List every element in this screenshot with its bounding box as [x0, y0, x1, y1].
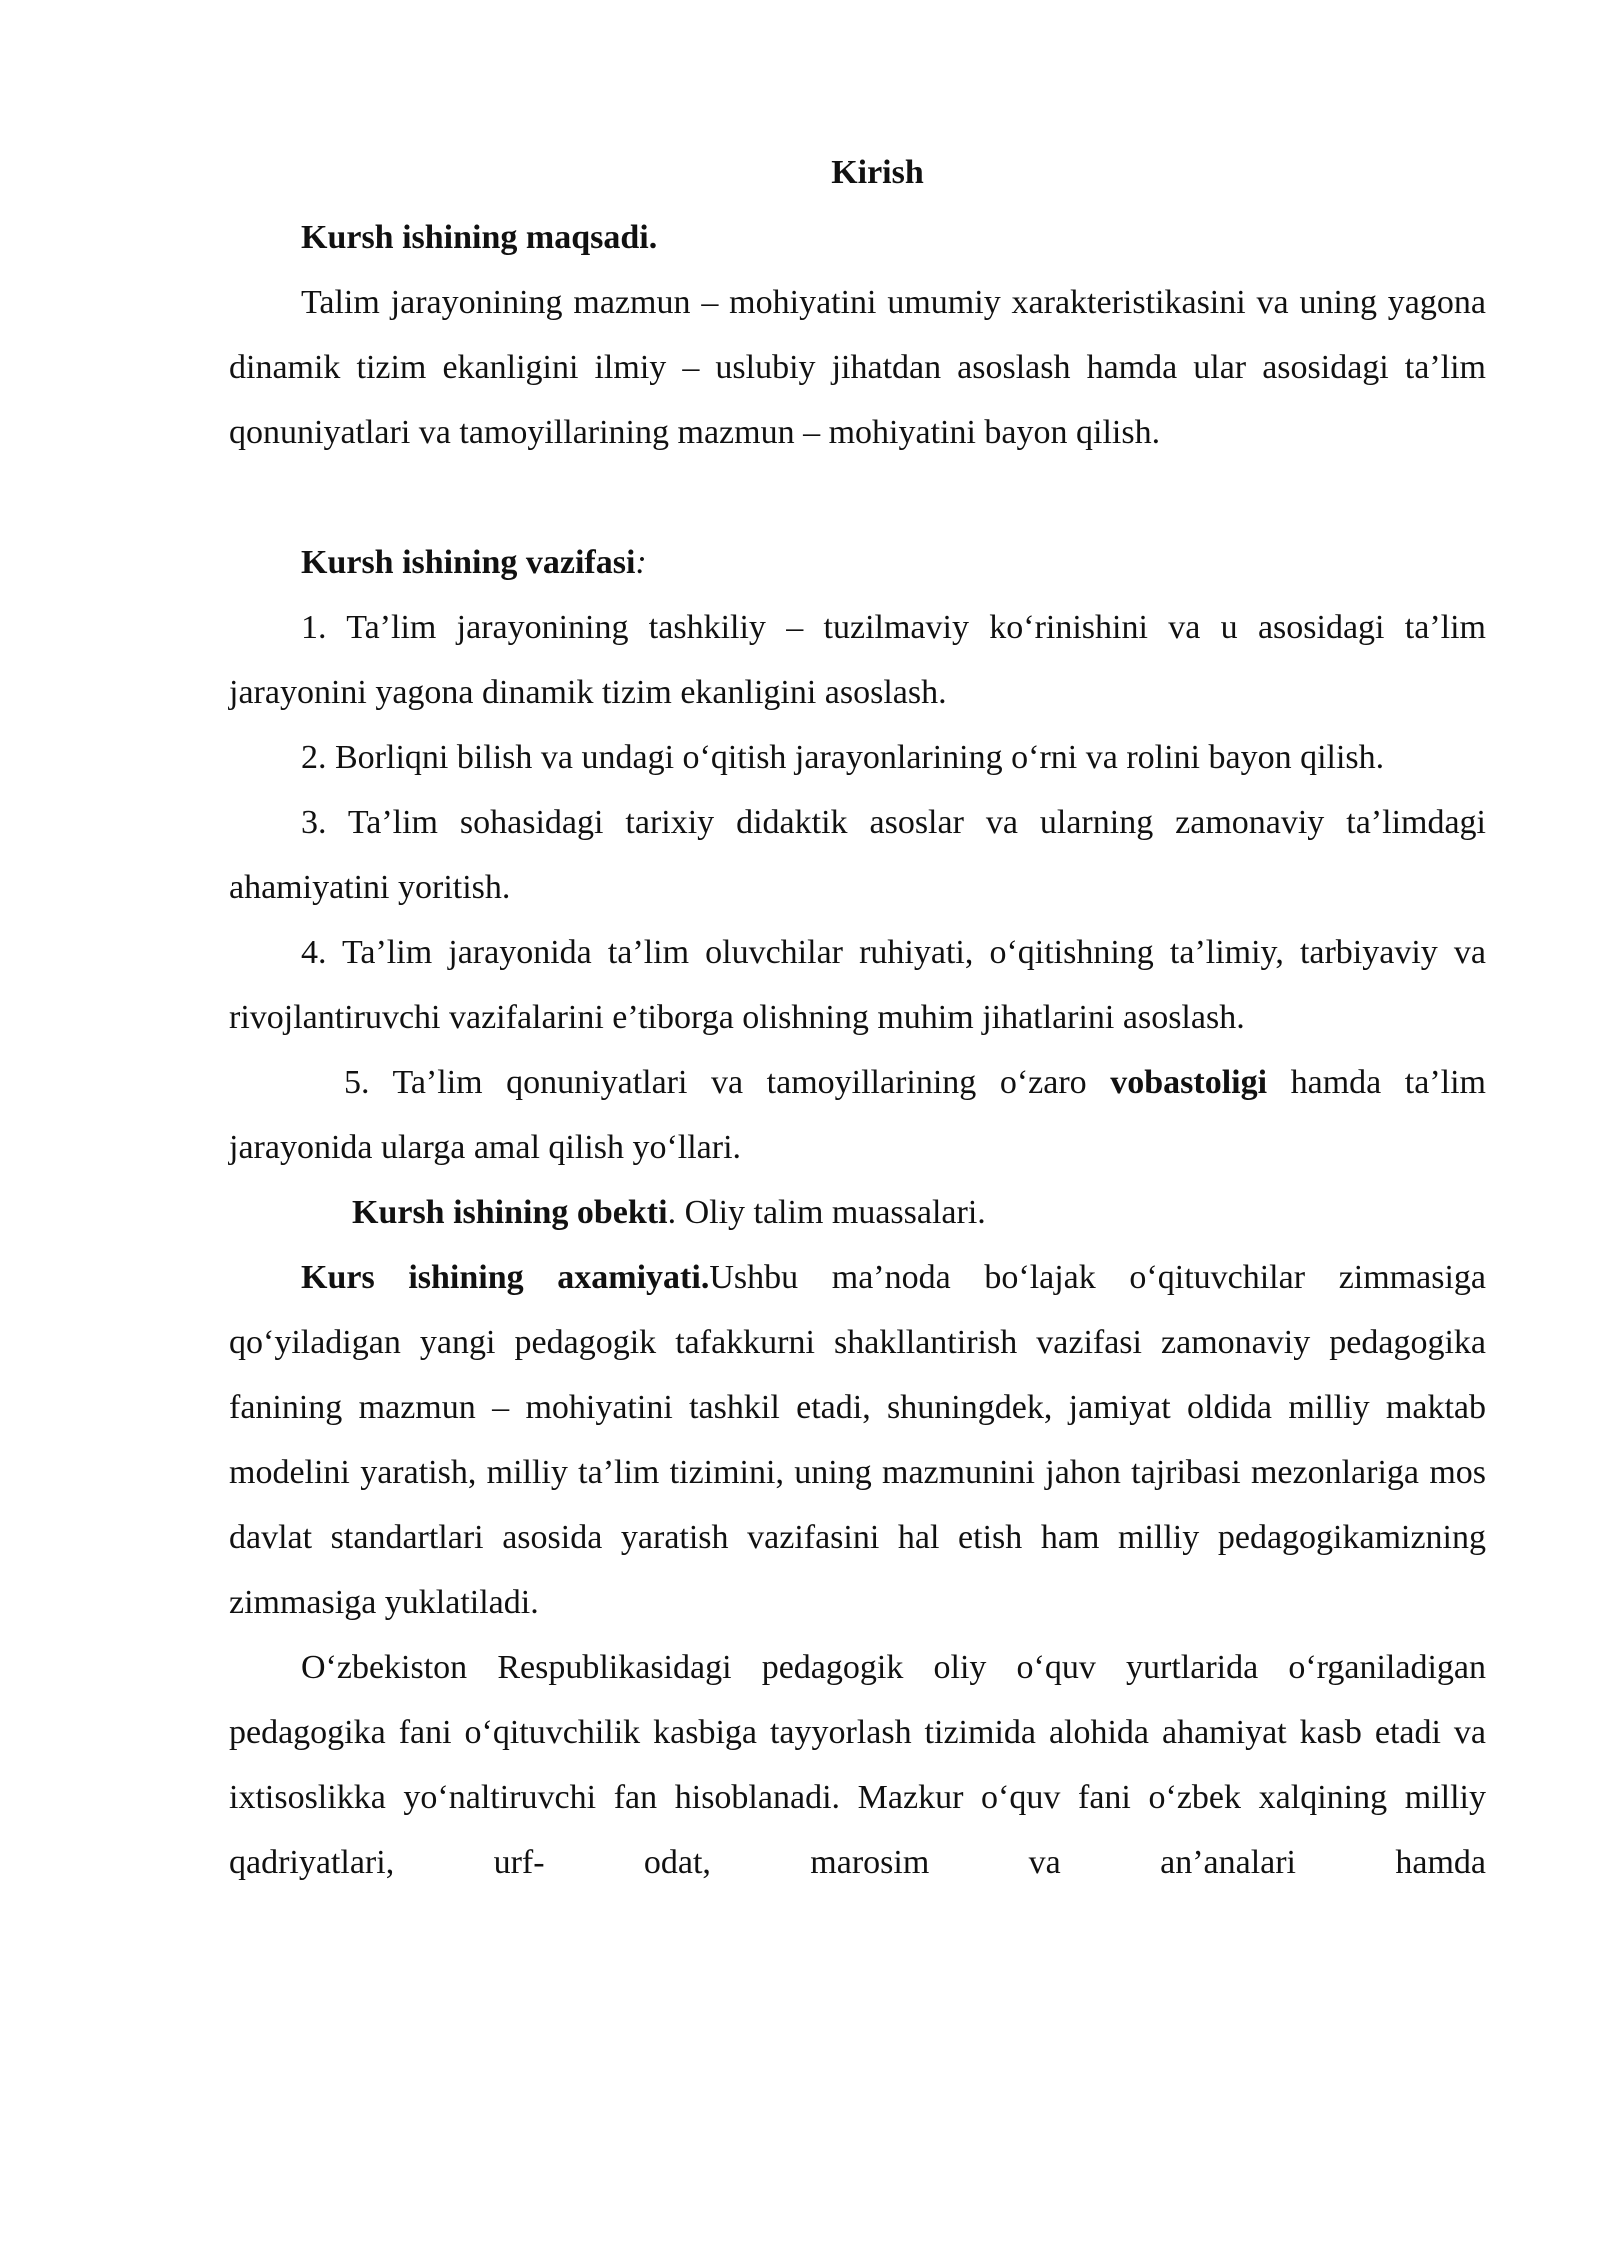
vazifa-item-3: 3. Ta’lim sohasidagi tarixiy didaktik asoslar va ularning zamonaviy ta’limdagi ahamiyatini yoritish.	[229, 804, 1486, 906]
obekt-line	[229, 1180, 1486, 1245]
vazifa-item-1: 1. Ta’lim jarayonining tashkiliy – tuzilmaviy ko‘rinishini va u asosidagi ta’lim jarayonini yagona dinamik tizim ekanligini asoslash.	[229, 609, 1486, 711]
page-title: Kirish	[831, 154, 924, 191]
vazifa-item-5	[229, 1050, 1486, 1180]
axamiyat-paragraph	[229, 1245, 1486, 1635]
maqsad-heading-line	[229, 205, 1486, 270]
uzbekiston-paragraph: O‘zbekiston Respublikasidagi pedagogik oliy o‘quv yurtlarida o‘rganiladigan pedagogika fani o‘qituvchilik kasbiga tayyorlash tizimida alohida ahamiyat kasb etadi va ixtisoslikka yo‘naltiruvchi fan hisoblanadi. Mazkur o‘quv fani o‘zbek xalqining milliy qadriyatlari, urf- odat, marosim va an’analari hamda	[229, 1649, 1486, 1881]
maqsad-heading: Kursh ishining maqsadi.	[301, 219, 658, 256]
vazifa-item-2: 2. Borliqni bilish va undagi o‘qitish jarayonlarining o‘rni va rolini bayon qilish.	[301, 739, 1385, 776]
axamiyat-heading: Kurs ishining axamiyati.	[301, 1259, 710, 1296]
vazifa-heading: Kursh ishining vazifasi	[301, 544, 636, 581]
obekt-heading: Kursh ishining obekti	[352, 1194, 668, 1231]
vazifa-colon: :	[635, 544, 647, 581]
obekt-text: . Oliy talim muassalari.	[667, 1194, 986, 1231]
item5-bold: vobastoligi	[1110, 1064, 1268, 1101]
document-page	[229, 140, 1486, 1895]
item5-text-a: 5. Ta’lim qonuniyatlari va tamoyillarining o‘zaro	[344, 1064, 1111, 1101]
vazifa-heading-line	[229, 530, 1486, 595]
maqsad-paragraph: Talim jarayonining mazmun – mohiyatini umumiy xarakteristikasini va uning yagona dinamik tizim ekanligini ilmiy – uslubiy jihatdan asoslash hamda ular asosidagi ta’lim qonuniyatlari va tamoyillarining mazmun – mohiyatini bayon qilish.	[229, 284, 1486, 451]
blank-line	[229, 465, 1486, 530]
vazifa-item-4: 4. Ta’lim jarayonida ta’lim oluvchilar ruhiyati, o‘qitishning ta’limiy, tarbiyaviy va rivojlantiruvchi vazifalarini e’tiborga olishning muhim jihatlarini asoslash.	[229, 934, 1486, 1036]
item5-text-b: hamda ta’lim jarayonida ularga amal qilish yo‘llari.	[229, 1064, 1486, 1166]
axamiyat-text: Ushbu ma’noda bo‘lajak o‘qituvchilar zimmasiga qo‘yiladigan yangi pedagogik tafakkurni shakllantirish vazifasi zamonaviy pedagogika fanining mazmun – mohiyatini tashkil etadi, shuningdek, jamiyat oldida milliy maktab modelini yaratish, milliy ta’lim tizimini, uning mazmunini jahon tajribasi mezonlariga mos davlat standartlari asosida yaratish vazifasini hal etish ham milliy pedagogikamizning zimmasiga yuklatiladi.	[229, 1259, 1486, 1621]
